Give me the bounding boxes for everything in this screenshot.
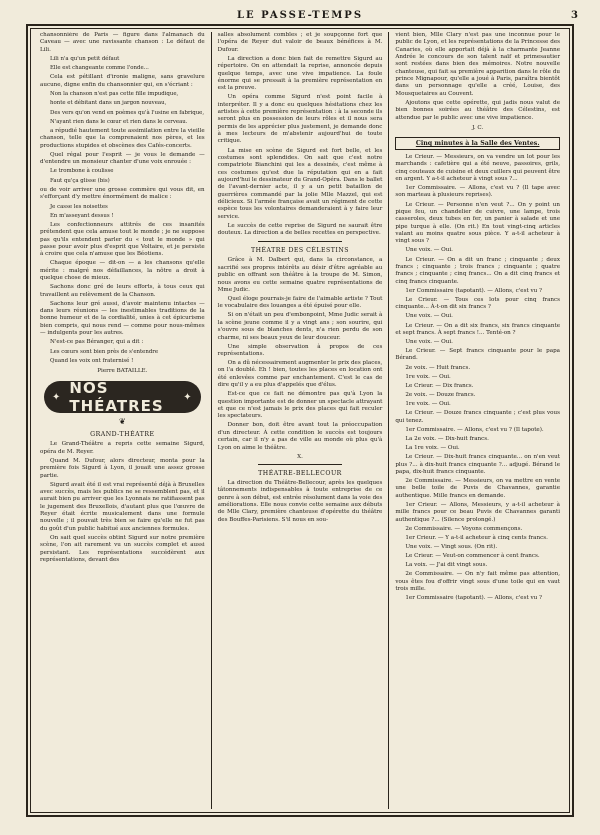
col1-quote1a: Lili n'a qu'un petit défaut xyxy=(50,56,120,63)
col1-para9: Sachons leur gré aussi, d'avoir maintenu intactes — dans leurs réunions — les inestimables traditions de la bonne humeur et de la cordialité, unies à cet épicurisme bien compris, qui nous rend — comme pour nous-mêmes — indulgents pour les autres. xyxy=(40,300,205,337)
col1-quote2a: Non la chanson n'est pas cette fille impudique, xyxy=(50,91,179,98)
col2-para8: Si on n'était un peu d'embonpoint, Mme Judic serait à la scène jeune comme il y a vingt ans ; son sourire, qui s'ouvre sous de blanches dents, n'a rien perdu de son charme, ni ses beaux yeux de leur douceur. xyxy=(217,312,383,341)
dialogue-line: Le Crieur. — Sept francs cinquante pour le papa Bérand. xyxy=(395,348,561,362)
ornament-left-icon: ✦ xyxy=(52,391,62,403)
col2-para10: On a dû nécessairement augmenter le prix des places, on l'a doublé. Eh ! bien, toutes les places en location ont été enlevées comme par enchantement. C'est le cas de dire qu'il y a eu plus d'appelés que d'élus. xyxy=(217,360,383,389)
col1-para13: Sigurd avait été il est vrai représenté déjà à Bruxelles avec succès, mais les publics ne se ressemblent pas, et il aurait bien pu arriver que les Lyonnais ne ratifiassent pas le jugement des Bruxellois, d'autant plus que l'œuvre de Reyer était écrite musicalement dans une formule nouvelle ; il pouvait très bien se faire qu'elle ne fut pas du goût d'un public habitué aux anciennes formules. xyxy=(40,481,205,532)
dialogue-line: Une voix. — Oui. xyxy=(405,313,453,320)
dialogue-line: 1er Commissaire. — Allons, c'est vu ? (Il tapote). xyxy=(405,426,544,433)
col1-para2: Cela est pétillant d'ironie maligne, sans gravelure aucune, digne enfin du chansonnier qui, en s'écriant : xyxy=(40,74,205,88)
columns xyxy=(34,32,566,809)
section-banner xyxy=(44,379,201,416)
dialogue-line: Le Crieur. — On a dit six francs, six francs cinquante et sept francs. À sept francs !... Tenté-on ? xyxy=(395,322,561,336)
dialogue-line: La voix. — J'ai dit vingt sous. xyxy=(405,562,488,569)
dialogue-line: Le Crieur. — Dix francs. xyxy=(405,382,474,389)
col1-para3: a répudié hautement toute assimilation entre la vieille chanson, telle que la comprenaient nos pères, et les productions stupides et obscènes des Cafés-concerts. xyxy=(40,127,205,149)
col1-quote3b: Faut qu'ça glisse (bis) xyxy=(50,177,110,184)
column-1 xyxy=(34,32,211,809)
page-frame xyxy=(26,24,574,817)
dialogue-line: Le Crieur. — Tous ces lots pour cinq francs cinquante... À-t-on dit six francs ? xyxy=(395,296,561,311)
col2-para7: Quel éloge pourrais-je faire de l'aimable artiste ? Tout le vocabulaire des louanges a été épuisé pour elle. xyxy=(217,295,383,310)
col1-quote3a: Le trombone à coulisse xyxy=(50,168,114,175)
dialogue-line: Le Crieur. — Veut-on commencer à cent francs. xyxy=(405,553,540,560)
bellecour-heading: THÉATRE-BELLECOUR xyxy=(258,469,342,477)
dialogue-line: 2e voix. — Douze francs. xyxy=(405,392,476,399)
col1-quote1b: Elle est changeante comme l'onde... xyxy=(50,65,149,72)
col1-para11: Le Grand-Théâtre a repris cette semaine Sigurd, opéra de M. Reyer. xyxy=(40,441,205,455)
col2-para13: La direction du Théâtre-Bellecour, après les quelques tâtonnements indispensables à toute entreprise de ce genre à son début, est entrée résolument dans la voie des améliorations. Elle nous convie cette semaine aux débuts de Mlle Clary, première chanteuse d'opérette du théâtre des Bouffes-Parisiens. S'il nous en sou- xyxy=(217,479,383,523)
dialogue-line: Une voix. — Vingt sous. (On rit). xyxy=(405,544,498,550)
col2-para1: salles absolument combles ; et je soupçonne fort que l'opéra de Reyer dut valoir de beaux bénéfices à M. Dufour. xyxy=(217,32,383,53)
dialogue-line: 2e Commissaire. — Voyons commençons. xyxy=(405,525,523,532)
dialogue-line: Une voix. — Oui. xyxy=(405,247,453,254)
col3-para1: vient bien, Mlle Clary n'est pas une inconnue pour le public de Lyon, et les représentations de la Princesse des Canaries, où elle apportait déjà à la charmante Jeanne Andrée le concours de son talent naïf et primesautier sont restées dans bien des mémoires. Notre nouvelle chanteuse, qui fait sa première apparition dans le rôle du prince Mignapour, qu'elle a joué à Paris, paraîtra bientôt dans un personnage qu'elle a créé, Louise, des Mousquetaires au Couvent. xyxy=(395,32,561,97)
col1-para4: Quel régal pour l'esprit — je vous le demande — d'entendre un monsieur chanter d'une voix enrouée : xyxy=(40,151,205,166)
dialogue-line: Le Crieur. — Douze francs cinquante ; c'est plus vous qui tenez. xyxy=(395,410,561,424)
col1-quote2d: N'ayant rien dans le cœur et rien dans le cerveau. xyxy=(50,118,188,125)
col2-para2: La direction a donc bien fait de remettre Sigurd au répertoire. On en attendait la reprise, annoncée depuis quelque temps, avec une vive impatience. La foule énorme qui se pressait à la première représentation en est la preuve. xyxy=(217,55,383,92)
col2-para12: Donner bon, doit être avant tout la préoccupation d'un directeur. À cette condition le succès est toujours certain, car il n'y a pas de ville au monde où plus qu'à Lyon on aime le théâtre. xyxy=(217,422,383,451)
dialogue-line: 1er Commissaire. — Allons, c'est vu ? (Il tape avec son marteau à plusieurs reprises). xyxy=(395,185,561,199)
dialogue-line: 1er Crieur. — Allons, Messieurs, y a-t-il acheteur à mille francs pour ce beau Puvis de Chavannes garanti authentique ?... (Silence prolongé.) xyxy=(395,501,561,523)
divider xyxy=(258,464,343,465)
col1-quote5b: Quand les voix ont fraternisé ! xyxy=(50,357,134,364)
col1-quote2b: honte et débitant dans un jargon nouveau, xyxy=(50,100,167,107)
journal-title: LE PASSE-TEMPS xyxy=(236,10,364,21)
col1-para7: Chaque époque — dit-on — a les chansons qu'elle mérite : malgré nos défaillances, la nôtre a droit à quelque chose de mieux. xyxy=(40,260,205,282)
col2-para3: Un opéra comme Sigurd n'est point facile à interpréter. Il y a donc eu quelques hésitations chez les artistes à cette première représentation : à la seconde ils seront plus en possession de leurs rôles et il nous sera permis de les apprécier plus justement, je demande donc à mes lecteurs de m'abstenir aujourd'hui de toute critique. xyxy=(217,94,383,145)
dialogue-line: Le Crieur. — Dix-huit francs cinquante... on n'en veut plus ?... à dix-huit francs cinquante ?... adjugé. Bérand le papa, dix-huit francs cinquante. xyxy=(395,454,561,475)
col1-para8: Sachons donc gré de leurs efforts, à tous ceux qui travaillent au relèvement de la Chanson. xyxy=(40,284,205,298)
salle-des-ventes-heading: Cinq minutes à la Salle des Ventes. xyxy=(395,137,560,150)
dialogue-line: La 2e voix. — Dix-huit francs. xyxy=(405,435,489,442)
col1-quote4b: En m'asseyant dessus ! xyxy=(50,212,114,219)
dialogue-line: 1re voix. — Oui. xyxy=(405,373,451,380)
dialogue-line: 2e Commissaire. — Messieurs, on va mettre en vente une belle toile de Puvis de Chavannes, garantie authentique. Mille francs en demande. xyxy=(395,478,561,499)
col1-quote2c: Des vers qu'on vend en poèmes qu'à l'usine en fabrique, xyxy=(50,109,205,116)
column-3 xyxy=(388,32,566,809)
dialogue-line: 2e voix. — Huit francs. xyxy=(405,364,471,371)
col2-para5: Le succès de cette reprise de Sigurd ne saurait être douteux. La direction a de belles recettes en perspective. xyxy=(217,222,383,237)
col1-para1: chansonnière de Paris — figure dans l'almanach du Caveau — avec une ravissante chanson : Le défaut de Lili. xyxy=(40,32,205,53)
col2-para11: Est-ce que ce fait ne démontre pas qu'à Lyon la question importante est de donner un spectacle attrayant et que ce n'est jamais le prix des places qui fait reculer les spectateurs. xyxy=(217,391,383,420)
dialogue-line: Le Crieur. — Messieurs, on va vendre un lot pour les marchands : cafetière qui a été neuve, passoires, grils, cinq couteaux de cuisine et deux cuillers qui peuvent être en argent. Y a-t-il acheteur à vingt sous ?... xyxy=(395,153,561,182)
col2-para6: Grâce à M. Dalbert qui, dans la circonstance, a sacrifié ses propres intérêts au désir d'être agréable au public en offrant son théâtre à la troupe de M. Simon, nous avons eu cette semaine quatre représentations de Mme Judic. xyxy=(217,257,383,293)
dialogue-line: 1er Commissaire (tapotant). — Allons, c'est vu ? xyxy=(405,287,543,294)
col3-para2: Ajoutons que cette opérette, qui jadis nous valut de bien bonnes soirées au théâtre des Célestins, est attendue par le public avec une vive impatience. xyxy=(395,99,561,121)
col1-para6: Les confectionneurs attitrés de ces insanités prétendent que cela amuse tout le monde ; je ne suppose pas qu'ils entendent parler du « tout le monde » qui passe pour avoir plus d'esprit que Voltaire, et je persiste à croire que cela n'amuse que les Béotiens. xyxy=(40,221,205,258)
col1-para14: On sait quel succès obtint Sigurd sur notre première scène, l'on ait rarement vu un succès complet et aussi persistant. Les représentations succédèrent aux représentations, devant des xyxy=(40,534,205,563)
dialogue-line: La 1re voix. — Oui. xyxy=(405,445,460,452)
article-signature: Pierre BATAILLE. xyxy=(97,368,148,375)
page-number: 3 xyxy=(571,10,578,21)
grand-theatre-heading: GRAND-THÉATRE xyxy=(90,431,155,439)
dialogue-line: Le Crieur. — Personne n'en veut ?... On y point un pique feu, un chandelier de cuivre, une lampe, trois casseroles, deux tubes en fer, un panier à salade et une pipe turque à elle. (On rit.) En tout vingt-cinq articles valant au moins quatre sous pièce. Y a-t-il acheteur à vingt sous ? xyxy=(395,201,561,245)
article-initials: J. C. xyxy=(472,124,484,131)
col1-para12: Quand M. Dufour, alors directeur, monta pour la première fois Sigurd à Lyon, il jouait une assez grosse partie. xyxy=(40,457,205,479)
banner-title: NOS THÉATRES xyxy=(69,379,164,416)
dialogue-line: 1er Commissaire (tapotant). — Allons, c'est vu ? xyxy=(405,595,543,602)
dialogue-line: 1er Crieur. — Y a-t-il acheteur à cinq cents francs. xyxy=(405,534,548,541)
col1-quote5a: Les cœurs sont bien près de s'entendre xyxy=(50,348,159,355)
col1-para10: N'est-ce pas Béranger, qui a dit : xyxy=(50,339,144,346)
col2-para4: La mise en scène de Sigurd est fort belle, et les costumes sont splendides. On sait que c'est notre compatriote Bianchini qui les a dessinés, c'est même à ces costumes qu'est due la réputation qui en a fait aujourd'hui le dessinateur du Grand-Opéra. Dans le ballet de l'avant-dernier acte, il y a un petit bataillon de guerrières commandé par la jolie Mlle Mazzel, qui est délicieux. Si l'armée française avait un régiment de cette espèce tous les volontaires demanderaient à y faire leur service. xyxy=(217,147,383,220)
col1-para5: ou de voir arriver une grosse commère qui vous dit, en s'efforçant d'y mettre énormément de malice : xyxy=(40,186,205,201)
divider xyxy=(258,241,343,242)
col2-para9: Une simple observation à propos de ces représentations. xyxy=(217,343,383,357)
author-mark: X. xyxy=(297,453,303,460)
ornament-right-icon: ✦ xyxy=(183,391,193,403)
dialogue-line: 1re voix. — Oui. xyxy=(405,401,451,408)
dialogue-line: Une voix. — Oui. xyxy=(405,339,453,345)
column-2 xyxy=(211,32,389,809)
col1-quote4a: Je casse les noisettes xyxy=(50,203,108,210)
flourish-icon: ❦ xyxy=(118,417,126,427)
celestins-heading: THÉATRE DES CÉLESTINS xyxy=(251,247,349,255)
dialogue-line: 2e Commissaire. — On n'y fait même pas attention, vous êtes fou d'offrir vingt sous d'une toile qui en vaut trois mille. xyxy=(395,571,561,593)
dialogue-line: Le Crieur. — On a dit un franc ; cinquante ; deux francs ; cinquante ; trois francs ; cinquante ; quatre francs ; cinquante ; cinq francs... On a dit cinq francs et cinq francs cinquante. xyxy=(395,256,561,285)
